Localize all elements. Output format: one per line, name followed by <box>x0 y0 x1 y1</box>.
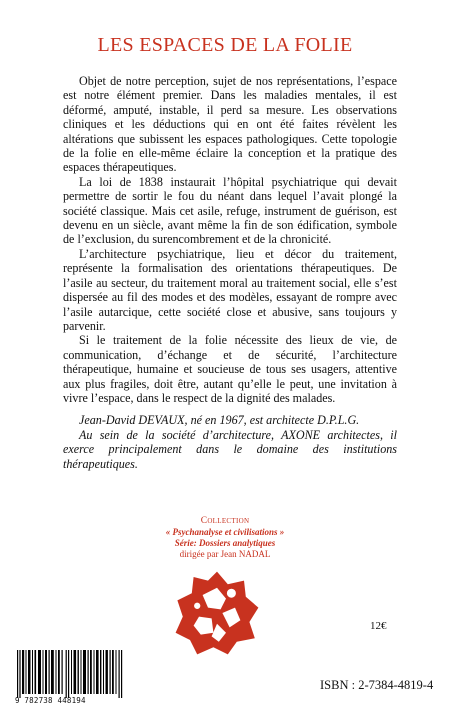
collection-info <box>0 516 450 560</box>
paragraph: Si le traitement de la folie nécessite des lieux de vie, de communication, d’échange et de sécurité, l’architecture thérapeutique, humaine et soucieuse de tous ses usagers, attentive aux plus fragiles, doit être, autant qu’elle le peut, une invitation à vivre l’espace, dans le respect de la dignité des malades. <box>63 333 397 405</box>
series-name: « Psychanalyse et civilisations » <box>165 527 285 537</box>
back-cover-text <box>63 74 397 471</box>
barcode-icon <box>15 650 125 698</box>
isbn: ISBN : 2-7384-4819-4 <box>320 678 434 692</box>
author-bio-line1: Jean-David DEVAUX, né en 1967, est architecte D.P.L.G. <box>79 413 360 428</box>
publisher-logo-icon <box>172 568 262 658</box>
author-bio-line2: Au sein de la société d’architecture, AXONE architectes, il exerce principalement dans le domaine des institutions thérapeutiques. <box>63 427 397 471</box>
paragraph: Objet de notre perception, sujet de nos représentations, l’espace est notre élément premier. Dans les maladies mentales, il est déformé, amputé, instable, il perd sa mesure. Les observations cliniques et les déductions qui en ont été faites révèlent les altérations que subissent les espaces pathologiques. Cette topologie de la folie en elle-même éclaire la conception et la pratique des espaces thérapeutiques. <box>63 74 397 175</box>
series-subtitle: Série: Dossiers analytiques <box>174 538 276 548</box>
barcode-number: 9 782738 448194 <box>15 696 86 705</box>
paragraph: La loi de 1838 instaurait l’hôpital psychiatrique qui devait permettre de sortir le fou du néant dans lequel l’avait plongé la société classique. Mais cet asile, refuge, instrument de guérison, est devenu en un siècle, avant même la fin de son édification, symbole de l’exclusion, du surencombrement et de la chronicité. <box>63 174 397 247</box>
price: 12€ <box>370 620 387 632</box>
series-director: dirigée par Jean NADAL <box>179 549 271 559</box>
book-title: LES ESPACES DE LA FOLIE <box>97 34 353 56</box>
paragraph: L’architecture psychiatrique, lieu et décor du traitement, représente la formalisation des orientations thérapeutiques. De l’asile au secteur, du traitement moral au traitement social, elle s’est dispersée au fil des modes et des modèles, essayant de rompre avec l’asile autarcique, cette société close et abusive, sans toujours y parvenir. <box>63 246 397 333</box>
collection-label: Collection <box>200 516 250 526</box>
